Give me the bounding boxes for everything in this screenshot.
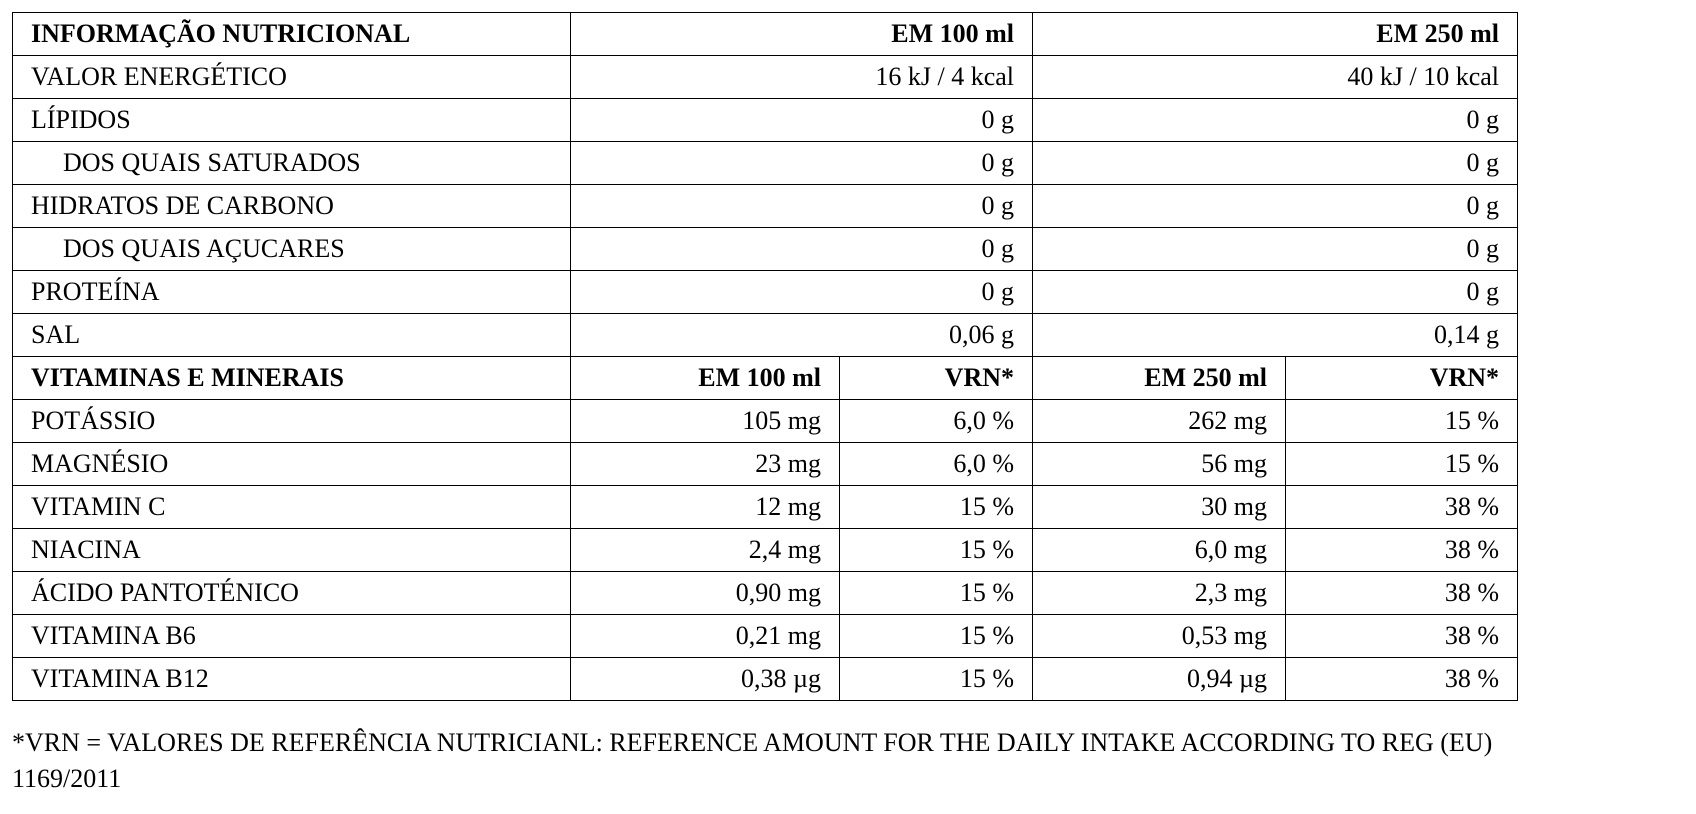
nutrient-per-250ml: 0 g (1033, 99, 1518, 142)
vitamin-per-100ml: 105 mg (571, 400, 840, 443)
header-per-100ml: EM 100 ml (571, 13, 1033, 56)
vitamin-vrn-250ml: 15 % (1286, 400, 1518, 443)
nutrition-table (12, 12, 1518, 701)
nutrition-title: INFORMAÇÃO NUTRICIONAL (13, 13, 571, 56)
vitamins-title: VITAMINAS E MINERAIS (13, 357, 571, 400)
nutrient-per-100ml: 0 g (571, 99, 1033, 142)
vitamin-per-250ml: 0,94 µg (1033, 658, 1286, 701)
nutrient-per-100ml: 0 g (571, 228, 1033, 271)
vitamin-per-100ml: 2,4 mg (571, 529, 840, 572)
nutrient-per-250ml: 0 g (1033, 185, 1518, 228)
vitamin-vrn-100ml: 6,0 % (840, 400, 1033, 443)
vitamin-row (13, 572, 1518, 615)
vitamin-per-250ml: 262 mg (1033, 400, 1286, 443)
vitamin-row (13, 529, 1518, 572)
vitamin-name: VITAMINA B6 (13, 615, 571, 658)
nutrient-per-250ml: 0,14 g (1033, 314, 1518, 357)
vitamin-vrn-250ml: 38 % (1286, 615, 1518, 658)
nutrient-row (13, 142, 1518, 185)
nutrient-per-100ml: 16 kJ / 4 kcal (571, 56, 1033, 99)
vitamin-row (13, 615, 1518, 658)
nutrient-per-100ml: 0 g (571, 185, 1033, 228)
nutrient-per-100ml: 0 g (571, 142, 1033, 185)
vitamins-header-per-100ml: EM 100 ml (571, 357, 840, 400)
vitamin-row (13, 486, 1518, 529)
header-per-250ml: EM 250 ml (1033, 13, 1518, 56)
footnote-line-2: 1169/2011 (12, 764, 122, 793)
vitamin-per-250ml: 0,53 mg (1033, 615, 1286, 658)
nutrient-name: VALOR ENERGÉTICO (13, 56, 571, 99)
nutrient-row (13, 99, 1518, 142)
vitamin-name: MAGNÉSIO (13, 443, 571, 486)
nutrient-row (13, 56, 1518, 99)
nutrient-per-100ml: 0,06 g (571, 314, 1033, 357)
nutrient-row (13, 185, 1518, 228)
nutrient-name: SAL (13, 314, 571, 357)
vitamin-vrn-250ml: 38 % (1286, 658, 1518, 701)
vitamins-header-row (13, 357, 1518, 400)
nutrient-row (13, 271, 1518, 314)
nutrient-name: PROTEÍNA (13, 271, 571, 314)
vitamin-per-250ml: 6,0 mg (1033, 529, 1286, 572)
vitamins-header-per-250ml: EM 250 ml (1033, 357, 1286, 400)
nutrient-per-100ml: 0 g (571, 271, 1033, 314)
vitamin-vrn-250ml: 15 % (1286, 443, 1518, 486)
vitamin-vrn-100ml: 15 % (840, 615, 1033, 658)
vitamin-name: POTÁSSIO (13, 400, 571, 443)
nutrient-row (13, 228, 1518, 271)
vitamin-vrn-250ml: 38 % (1286, 486, 1518, 529)
vitamin-vrn-100ml: 6,0 % (840, 443, 1033, 486)
vitamin-vrn-100ml: 15 % (840, 658, 1033, 701)
nutrient-per-250ml: 40 kJ / 10 kcal (1033, 56, 1518, 99)
vitamin-per-250ml: 30 mg (1033, 486, 1286, 529)
vitamins-header-vrn-250ml: VRN* (1286, 357, 1518, 400)
vitamin-vrn-250ml: 38 % (1286, 529, 1518, 572)
nutrient-per-250ml: 0 g (1033, 271, 1518, 314)
vitamin-row (13, 443, 1518, 486)
vitamin-per-250ml: 56 mg (1033, 443, 1286, 486)
vitamin-vrn-100ml: 15 % (840, 486, 1033, 529)
vitamin-name: ÁCIDO PANTOTÉNICO (13, 572, 571, 615)
nutrient-per-250ml: 0 g (1033, 228, 1518, 271)
nutrient-name: DOS QUAIS AÇUCARES (13, 228, 571, 271)
vitamin-per-250ml: 2,3 mg (1033, 572, 1286, 615)
vitamin-per-100ml: 0,90 mg (571, 572, 840, 615)
vitamin-per-100ml: 0,21 mg (571, 615, 840, 658)
vitamin-row (13, 400, 1518, 443)
footnote (12, 725, 1696, 797)
vitamin-name: VITAMINA B12 (13, 658, 571, 701)
vitamin-name: NIACINA (13, 529, 571, 572)
vitamin-vrn-100ml: 15 % (840, 572, 1033, 615)
nutrient-row (13, 314, 1518, 357)
vitamin-row (13, 658, 1518, 701)
vitamin-vrn-250ml: 38 % (1286, 572, 1518, 615)
nutrition-header-row (13, 13, 1518, 56)
vitamin-name: VITAMIN C (13, 486, 571, 529)
nutrient-name: DOS QUAIS SATURADOS (13, 142, 571, 185)
nutrient-per-250ml: 0 g (1033, 142, 1518, 185)
vitamin-vrn-100ml: 15 % (840, 529, 1033, 572)
footnote-line-1: *VRN = VALORES DE REFERÊNCIA NUTRICIANL: REFERENCE AMOUNT FOR THE DAILY INTAKE ACCORDING TO REG (EU) (12, 728, 1493, 757)
vitamins-header-vrn-100ml: VRN* (840, 357, 1033, 400)
vitamin-per-100ml: 12 mg (571, 486, 840, 529)
vitamin-per-100ml: 0,38 µg (571, 658, 840, 701)
nutrient-name: HIDRATOS DE CARBONO (13, 185, 571, 228)
nutrient-name: LÍPIDOS (13, 99, 571, 142)
vitamin-per-100ml: 23 mg (571, 443, 840, 486)
